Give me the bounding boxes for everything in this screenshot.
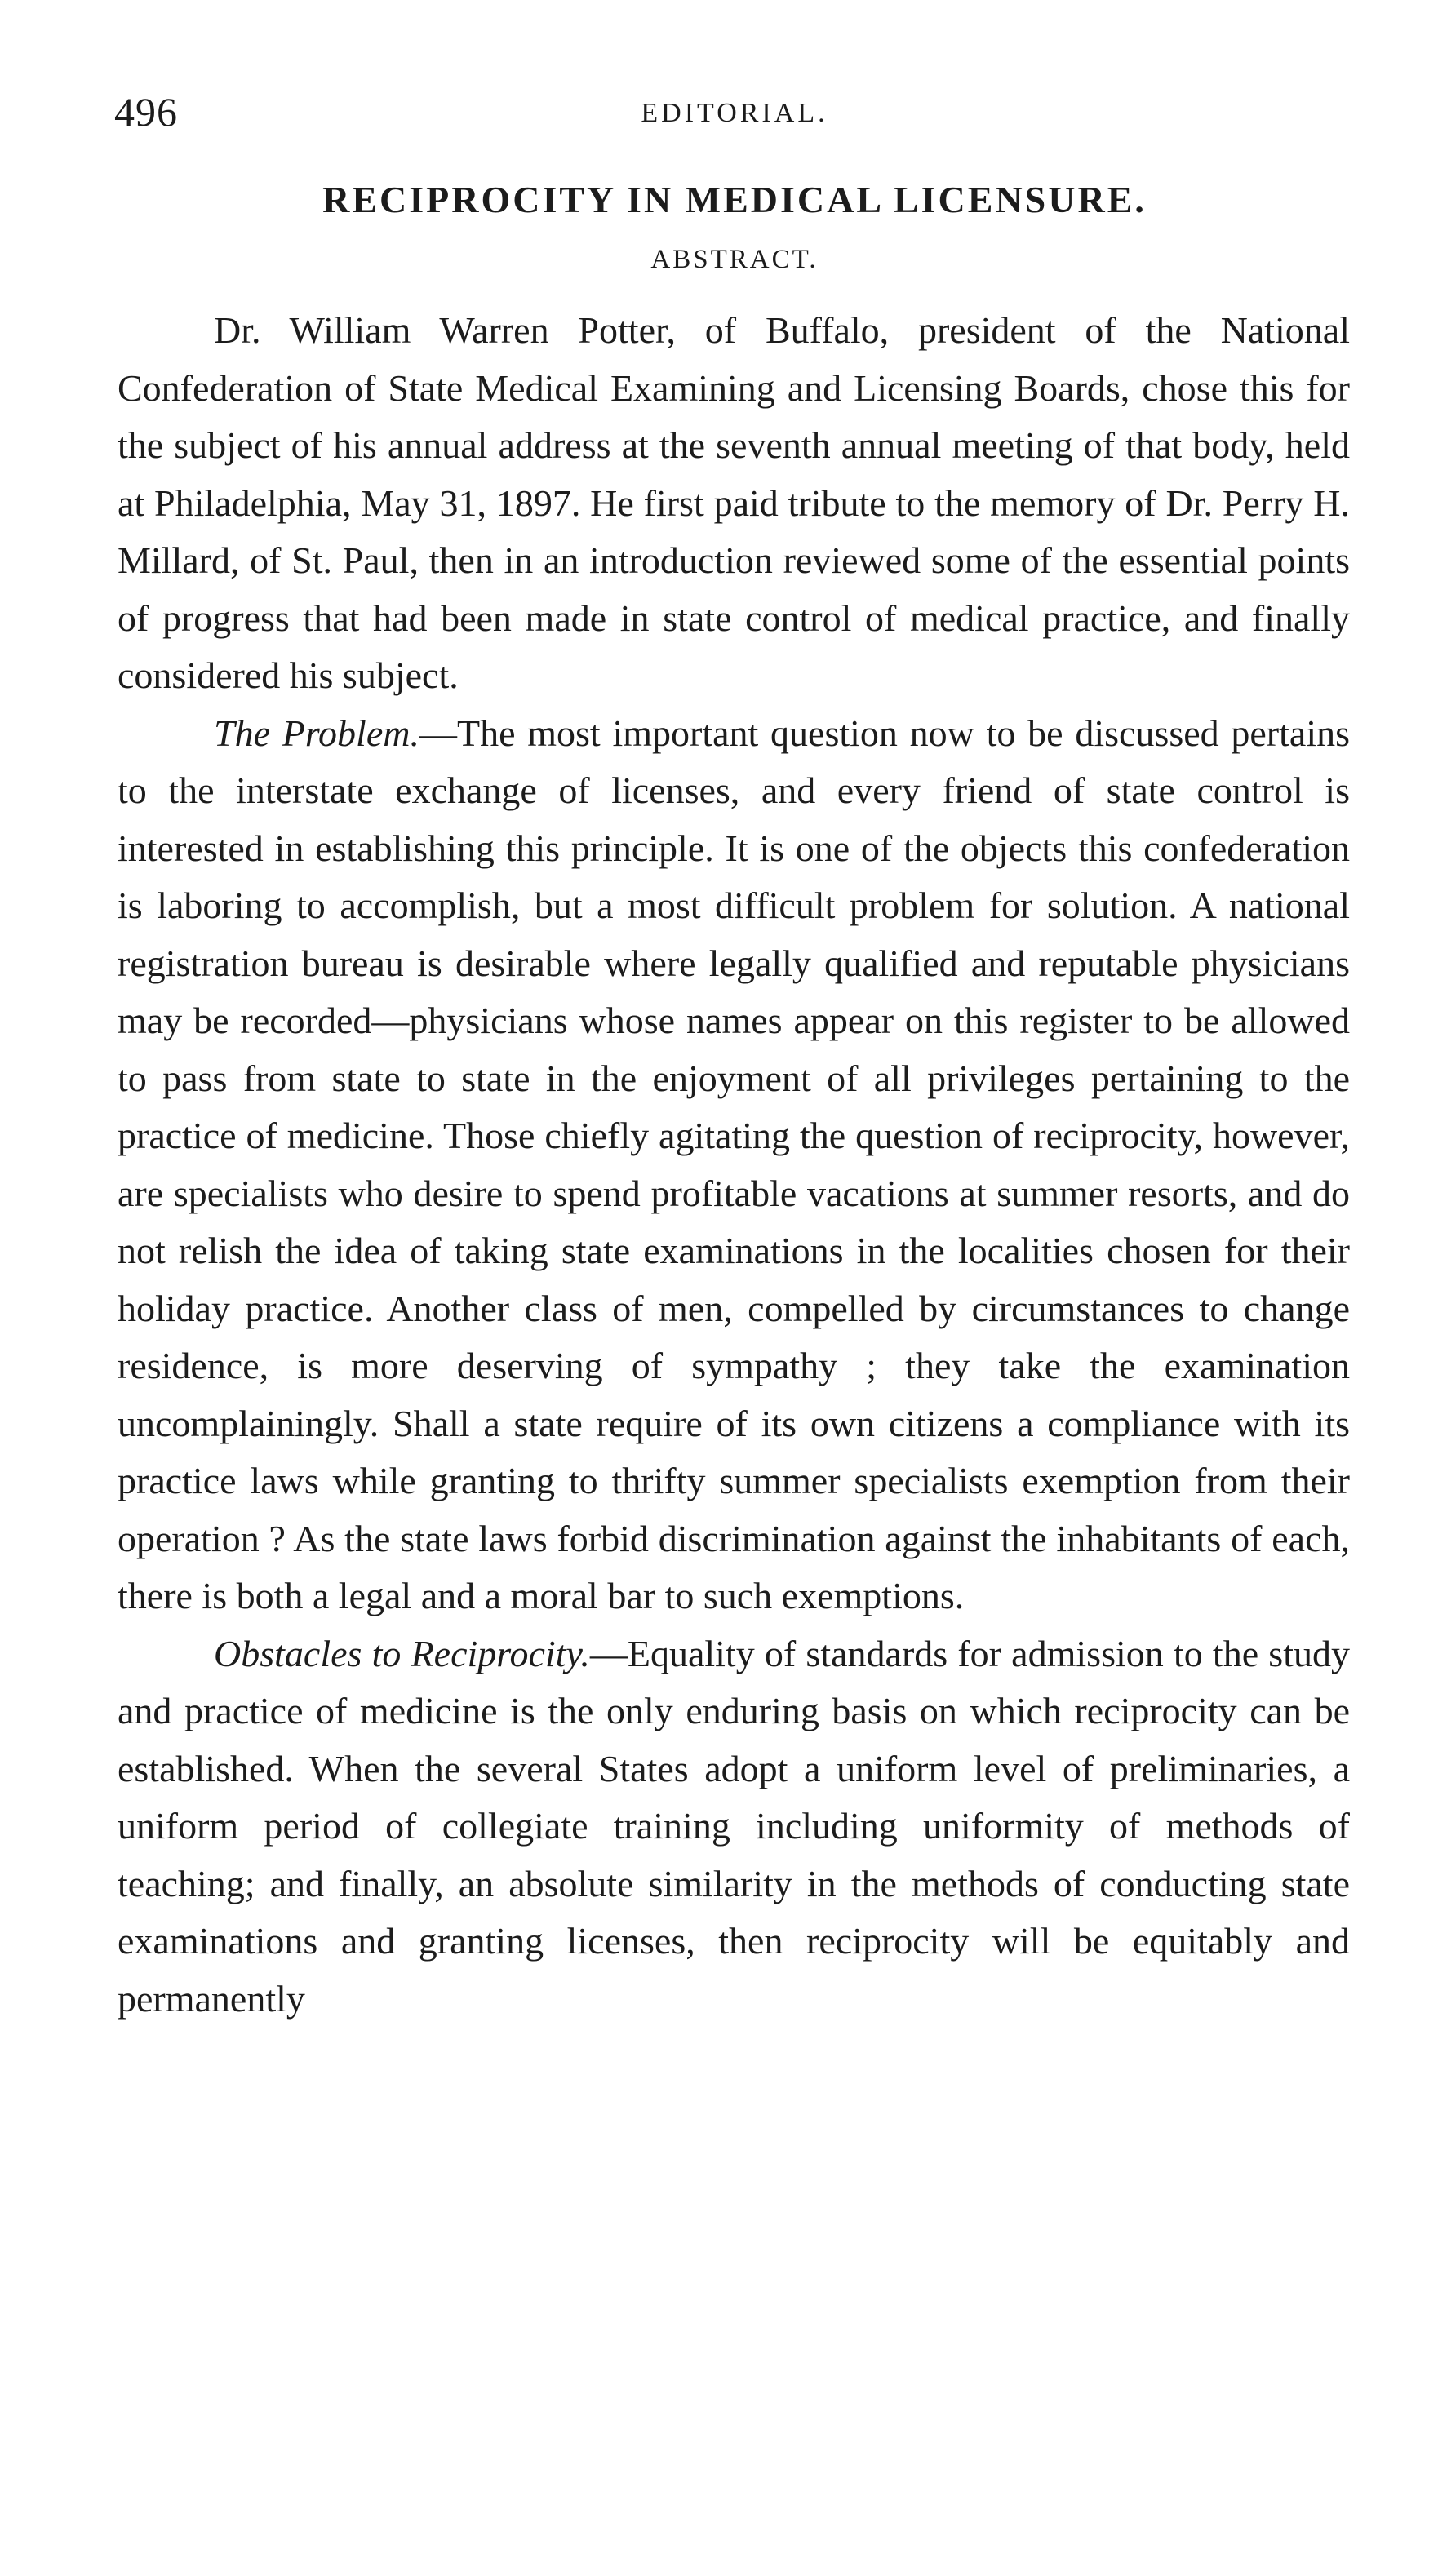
running-title: EDITORIAL.: [641, 98, 828, 128]
article-title: RECIPROCITY IN MEDICAL LICENSURE.: [322, 179, 1147, 220]
run-in-heading: The Problem.: [214, 712, 419, 754]
paragraph-text: —Equality of standards for admission to the study and practice of medicine is the only enduring basis on which reciprocity can be established. When the several States adopt a uniform level of preliminaries, a uniform period of collegiate training including uniformity of methods of teaching; and finally, an absolute similarity in the methods of conducting state examinations and granting licenses, then reciprocity will be equitably and permanently: [118, 1632, 1350, 2020]
paragraph-the-problem: [118, 705, 1350, 1625]
paragraph-text: —The most important question now to be discussed pertains to the interstate exchange of licenses, and every friend of state control is interested in establishing this principle. It is one of the objects this confederation is laboring to accomplish, but a most difficult problem for solution. A national registration bureau is desirable where legally qualified and reputable physicians may be recorded—physicians whose names appear on this register to be allowed to pass from state to state in the enjoyment of all privileges pertaining to the practice of medicine. Those chiefly agitating the question of reciprocity, however, are specialists who desire to spend profitable vacations at summer resorts, and do not relish the idea of taking state examinations in the localities chosen for their holiday practice. Another class of men, compelled by circumstances to change residence, is more deserving of sympathy ; they take the examination uncomplainingly. Shall a state require of its own citizens a compliance with its practice laws while granting to thrifty summer specialists exemption from their operation ? As the state laws forbid discrimination against the inhabitants of each, there is both a legal and a moral bar to such exemptions.: [118, 712, 1351, 1616]
running-head: [114, 88, 1355, 145]
paragraph-obstacles: [118, 1625, 1350, 2028]
page-number: 496: [114, 89, 178, 135]
run-in-heading: Obstacles to Reciprocity.: [214, 1632, 590, 1674]
paragraph-text: Dr. William Warren Potter, of Buffalo, president of the National Confederation of State Medical Examining and Licensing Boards, chose this for the subject of his annual address at the seventh annual meeting of that body, held at Philadelphia, May 31, 1897. He first paid tribute to the memory of Dr. Perry H. Millard, of St. Paul, then in an introduction reviewed some of the essential points of progress that had been made in state control of medical practice, and finally considered his subject.: [118, 309, 1350, 696]
abstract-label: ABSTRACT.: [650, 245, 819, 274]
article-body: [118, 302, 1350, 2028]
paragraph-introduction: [118, 302, 1350, 705]
